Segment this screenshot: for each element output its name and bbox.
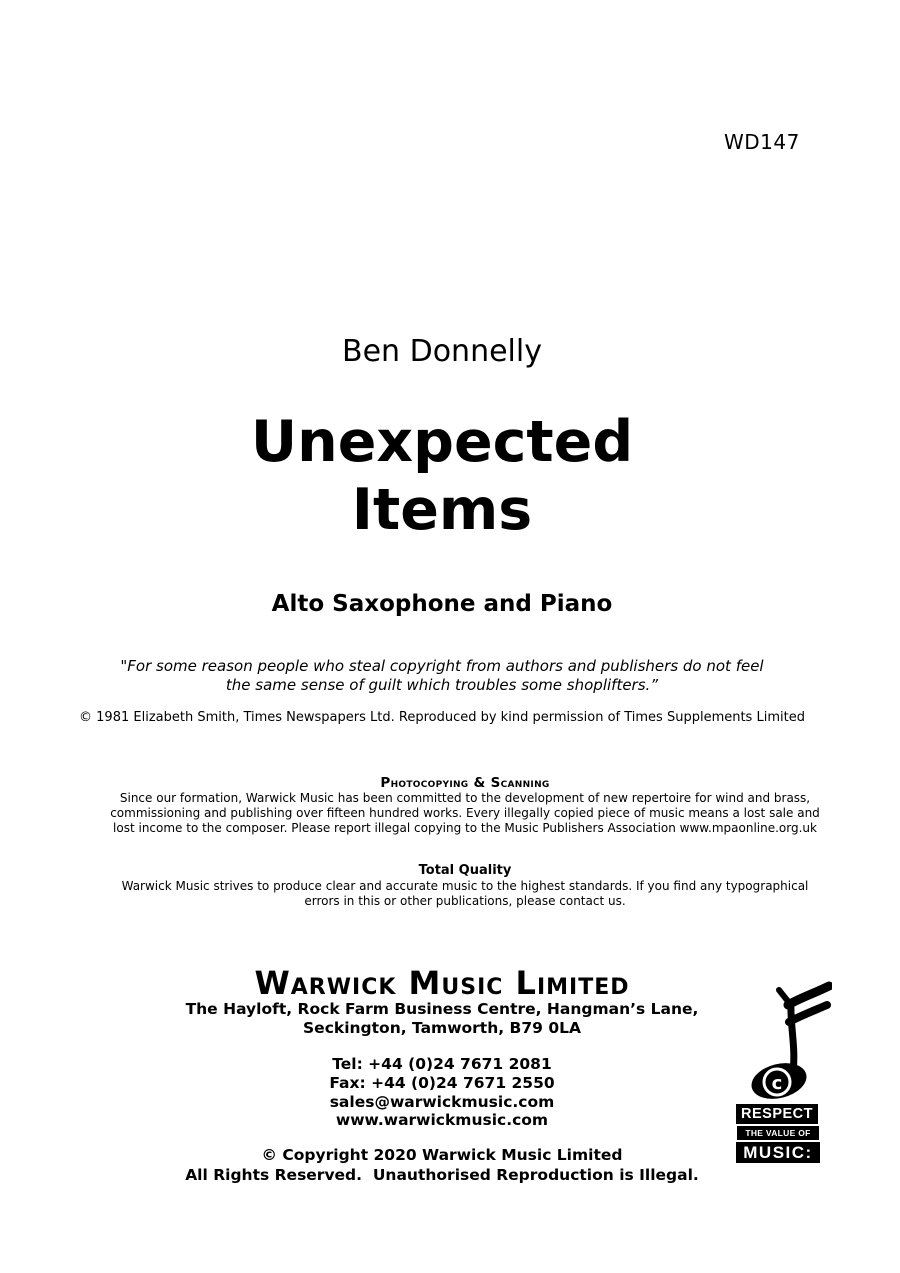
- note-stem: [791, 1004, 794, 1072]
- address-line: The Hayloft, Rock Farm Business Centre, Hangman’s Lane,: [185, 1000, 699, 1018]
- paragraph-line: commissioning and publishing over fifteen hundred works. Every illegally copied piece of music means a lost sale and: [110, 805, 820, 820]
- paragraph-line: Since our formation, Warwick Music has been committed to the development of new repertoire for wind and brass,: [119, 791, 811, 805]
- paragraph-line: errors in this or other publications, please contact us.: [304, 893, 626, 908]
- quote-line: "For some reason people who steal copyright from authors and publishers do not feel: [120, 657, 764, 675]
- quote-attribution: © 1981 Elizabeth Smith, Times Newspapers Ltd. Reproduced by kind permission of Times Supplements Limited: [79, 710, 805, 725]
- copyright-quote: [0, 657, 884, 694]
- photocopying-paragraph: [104, 791, 826, 836]
- catalog-number: WD147: [724, 130, 800, 154]
- address-line: Seckington, Tamworth, B79 0LA: [303, 1019, 581, 1037]
- copyright-c: c: [771, 1073, 783, 1094]
- instrumentation-subtitle: Alto Saxophone and Piano: [271, 591, 613, 617]
- note-flag-bottom: [789, 1005, 827, 1022]
- paragraph-line: lost income to the composer. Please report illegal copying to the Music Publishers Association www.mpaonline.org.uk: [113, 820, 817, 835]
- logo-bar-the-value-of: THE VALUE OF: [737, 1126, 819, 1140]
- paragraph-line: Warwick Music strives to produce clear and accurate music to the highest standards. If you find any typographical: [121, 879, 809, 893]
- copyright-line: All Rights Reserved. Unauthorised Reproduction is Illegal.: [185, 1165, 699, 1184]
- respect-music-logo: [736, 974, 832, 1163]
- logo-bar-respect: RESPECT: [736, 1104, 818, 1124]
- title-line: Items: [351, 477, 533, 543]
- piece-title: [0, 408, 884, 544]
- copyright-line: © Copyright 2020 Warwick Music Limited: [261, 1146, 623, 1164]
- composer-name: Ben Donnelly: [342, 334, 542, 369]
- photocopying-heading: Photocopying & Scanning: [380, 775, 550, 791]
- fax-number: Fax: +44 (0)24 7671 2550: [329, 1073, 555, 1092]
- email-address: sales@warwickmusic.com: [329, 1092, 555, 1111]
- note-flag-top: [788, 986, 829, 1005]
- music-note-copyright-icon: [736, 974, 832, 1102]
- publisher-name: Warwick Music Limited: [254, 964, 630, 1002]
- title-line: Unexpected: [250, 409, 634, 475]
- quote-line: the same sense of guilt which troubles some shoplifters.”: [225, 675, 659, 694]
- website-url: www.warwickmusic.com: [335, 1111, 549, 1130]
- total-quality-heading: Total Quality: [418, 863, 512, 878]
- total-quality-paragraph: [104, 879, 826, 909]
- logo-bar-music: MUSIC:: [736, 1142, 820, 1163]
- telephone-number: Tel: +44 (0)24 7671 2081: [332, 1055, 552, 1073]
